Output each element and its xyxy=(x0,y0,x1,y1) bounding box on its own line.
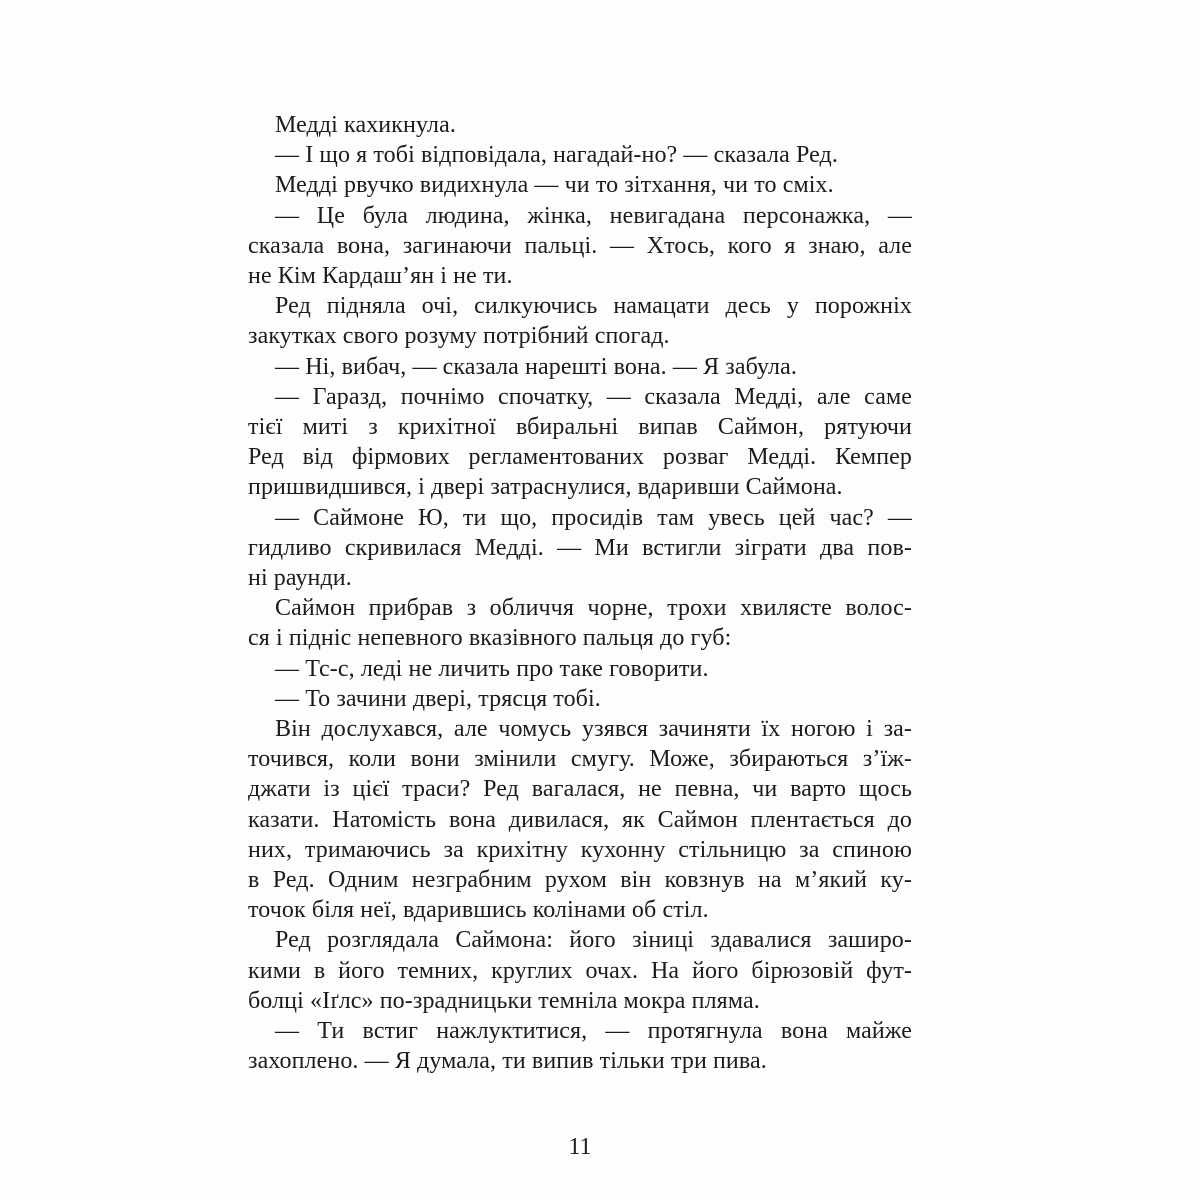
page-number: 11 xyxy=(568,1134,592,1160)
text-line: — Ти встиг нажлуктитися, — протягнула вона майже xyxy=(275,1018,912,1045)
text-line: — То зачини двері, трясця тобі. xyxy=(275,685,601,712)
text-line: тієї миті з крихітної вбиральні випав Саймон, рятуючи xyxy=(248,414,912,441)
paragraph xyxy=(248,291,912,351)
text-line: в Ред. Одним незграбним рухом він ковзнув на м’який ку- xyxy=(248,867,912,894)
text-line: Ред розглядала Саймона: його зіниці здавалися заширо- xyxy=(275,927,912,954)
paragraph xyxy=(248,140,912,170)
paragraph xyxy=(248,352,912,382)
text-line: закутках свого розуму потрібний спогад. xyxy=(248,323,670,350)
text-line: Саймон прибрав з обличчя чорне, трохи хвилясте волос- xyxy=(275,595,912,622)
text-line: — Це була людина, жінка, невигадана персонажка, — xyxy=(275,202,912,229)
text-line: казати. Натомість вона дивилася, як Саймон плентається до xyxy=(248,806,912,833)
paragraph xyxy=(248,170,912,200)
text-line: сказала вона, загинаючи пальці. — Хтось, кого я знаю, але xyxy=(248,232,912,259)
paragraph xyxy=(248,382,912,503)
paragraph xyxy=(248,201,912,292)
text-line: захоплено. — Я думала, ти випив тільки три пива. xyxy=(248,1048,767,1075)
text-line: — Ні, вибач, — сказала нарешті вона. — Я забула. xyxy=(275,353,797,380)
paragraph xyxy=(248,503,912,594)
text-line: — І що я тобі відповідала, нагадай-но? — сказала Ред. xyxy=(275,142,838,169)
paragraph xyxy=(248,654,912,684)
text-line: ні раунди. xyxy=(248,565,352,592)
text-line: — Саймоне Ю, ти що, просидів там увесь цей час? — xyxy=(275,504,912,531)
text-line: джати із цієї траси? Ред вагалася, не певна, чи варто щось xyxy=(248,776,912,803)
text-line: болці «Іґлс» по-зрадницьки темніла мокра пляма. xyxy=(248,987,760,1014)
paragraph xyxy=(248,684,912,714)
paragraph xyxy=(248,110,912,140)
text-line: Ред від фірмових регламентованих розваг Медді. Кемпер xyxy=(248,444,912,471)
text-line: ся і підніс непевного вказівного пальця до губ: xyxy=(248,625,732,652)
text-line: — Гаразд, почнімо спочатку, — сказала Медді, але саме xyxy=(275,383,912,410)
text-block xyxy=(248,110,912,1077)
text-line: Ред підняла очі, силкуючись намацати десь у порожніх xyxy=(275,293,912,320)
text-line: точився, коли вони змінили смугу. Може, збираються з’їж- xyxy=(248,746,912,773)
text-line: пришвидшився, і двері затраснулися, вдаривши Саймона. xyxy=(248,474,843,501)
text-line: них, тримаючись за крихітну кухонну стільницю за спиною xyxy=(248,836,912,863)
text-line: не Кім Кардаш’ян і не ти. xyxy=(248,263,513,290)
paragraph xyxy=(248,714,912,925)
text-line: Він дослухався, але чомусь узявся зачиняти їх ногою і за- xyxy=(275,716,912,743)
text-line: — Тс-с, леді не личить про таке говорити. xyxy=(275,655,709,682)
text-line: Медді рвучко видихнула — чи то зітхання, чи то сміх. xyxy=(275,172,834,199)
paragraph xyxy=(248,1016,912,1076)
paragraph xyxy=(248,925,912,1016)
paragraph xyxy=(248,593,912,653)
text-line: точок біля неї, вдарившись колінами об стіл. xyxy=(248,897,709,924)
text-line: Медді кахикнула. xyxy=(275,112,456,138)
text-line: гидливо скривилася Медді. — Ми встигли зіграти два пов- xyxy=(248,534,912,561)
text-line: кими в його темних, круглих очах. На його бірюзовій фут- xyxy=(248,957,912,984)
